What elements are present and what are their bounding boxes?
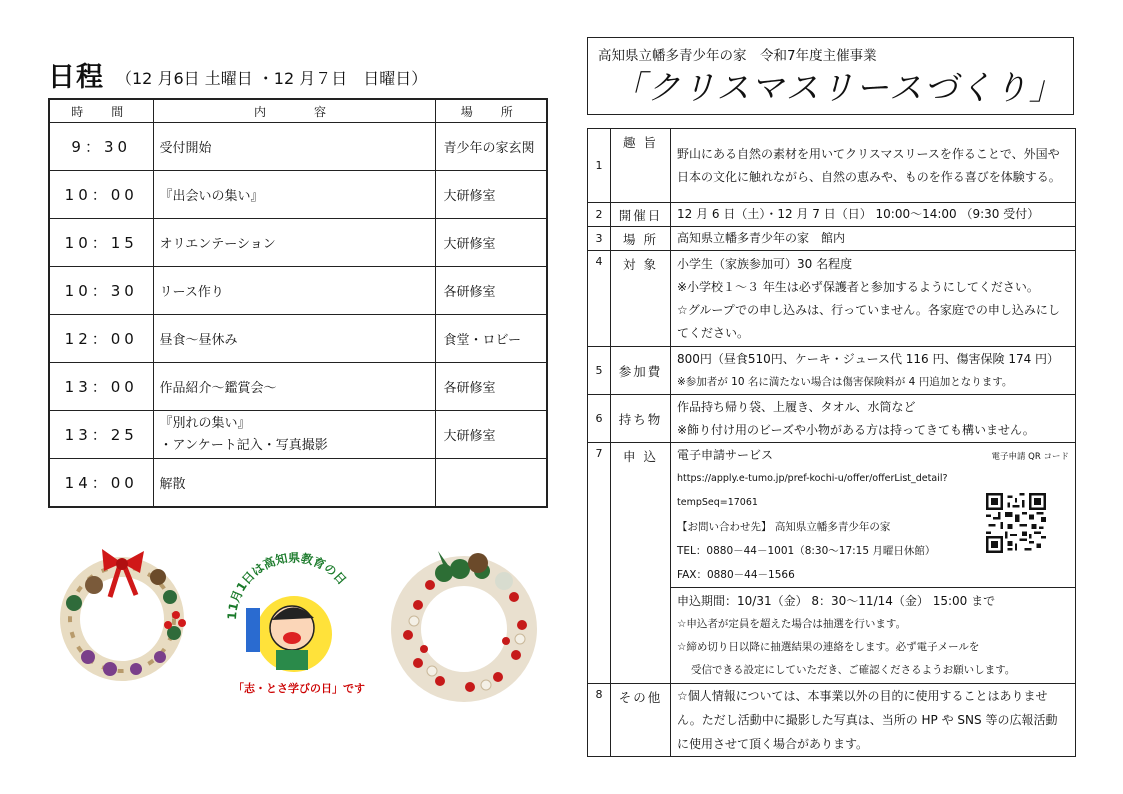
row-content: 『出会いの集い』 bbox=[153, 171, 435, 219]
row-place: 各研修室 bbox=[435, 363, 547, 411]
row-number: 2 bbox=[588, 203, 611, 227]
row-place bbox=[435, 459, 547, 508]
table-row bbox=[49, 315, 547, 363]
row-label: 持ち物 bbox=[611, 395, 671, 443]
row-label: 開催日 bbox=[611, 203, 671, 227]
header-time: 時 間 bbox=[49, 99, 153, 123]
table-row bbox=[49, 411, 547, 459]
row-number: 8 bbox=[588, 684, 611, 757]
contact-title: 【お問い合わせ先】 高知県立幡多青少年の家 bbox=[677, 521, 891, 533]
fee-note: ※参加者が 10 名に満たない場合は傷害保険料が 4 円追加となります。 bbox=[677, 375, 1013, 388]
row-content: 昼食～昼休み bbox=[153, 315, 435, 363]
apply-note: ☆締め切り日以降に抽選結果の連絡をします。必ず電子メールを bbox=[677, 640, 980, 653]
belongings-note: ※飾り付け用のビーズや小物がある方は持ってきても構いません。 bbox=[677, 422, 1035, 437]
row-number: 7 bbox=[588, 443, 611, 684]
mascot-image bbox=[222, 550, 362, 680]
row-time: 13：25 bbox=[49, 411, 153, 459]
row-time: 14：00 bbox=[49, 459, 153, 508]
row-number: 4 bbox=[588, 251, 611, 347]
mascot-arc-text: 11月1日は高知県教育の日 bbox=[224, 550, 350, 621]
header-place: 場 所 bbox=[435, 99, 547, 123]
qr-code-label: 電子申請 QR コード bbox=[991, 452, 1069, 462]
row-label: 申 込 bbox=[611, 443, 671, 684]
info-row-fee bbox=[588, 347, 1076, 395]
table-row bbox=[49, 171, 547, 219]
event-title: 「クリスマスリースづくり」 bbox=[612, 68, 1065, 107]
row-number: 6 bbox=[588, 395, 611, 443]
table-row bbox=[49, 459, 547, 508]
info-row-belongings bbox=[588, 395, 1076, 443]
qr-code-image[interactable] bbox=[986, 493, 1046, 553]
event-organizer: 高知県立幡多青少年の家 令和7年度主催事業 bbox=[598, 48, 877, 64]
contact-tel: TEL：0880－44－1001（8:30～17:15 月曜日休館） bbox=[677, 545, 936, 557]
row-label: 趣 旨 bbox=[611, 129, 671, 203]
schedule-header-row bbox=[49, 99, 547, 123]
wreath-left-image bbox=[50, 545, 198, 685]
row-label: その他 bbox=[611, 684, 671, 757]
row-content-line2: ・アンケート記入・写真撮影 bbox=[159, 437, 328, 453]
schedule-dates: （12 月6日 土曜日 ・12 月７日 日曜日） bbox=[116, 69, 428, 88]
belongings-line: 作品持ち帰り袋、上履き、タオル、水筒など bbox=[677, 399, 916, 414]
row-time: 13：00 bbox=[49, 363, 153, 411]
apply-note: ☆申込者が定員を超えた場合は抽選を行います。 bbox=[677, 617, 907, 630]
row-content bbox=[153, 411, 435, 459]
row-content: オリエンテーション bbox=[153, 219, 435, 267]
row-content bbox=[671, 588, 1076, 684]
apply-note: 受信できる設定にしていただき、ご確認くださるようお願いします。 bbox=[691, 663, 1016, 676]
table-row bbox=[49, 219, 547, 267]
row-number: 3 bbox=[588, 227, 611, 251]
row-number: 1 bbox=[588, 129, 611, 203]
info-row-date bbox=[588, 203, 1076, 227]
table-row bbox=[49, 123, 547, 171]
wreath-right-image bbox=[378, 545, 550, 705]
mascot-caption: 「志・とさ学びの日」です bbox=[233, 682, 365, 695]
row-label: 場 所 bbox=[611, 227, 671, 251]
fee-line: 800円（昼食510円、ケーキ・ジュース代 116 円、傷害保険 174 円） bbox=[677, 351, 1060, 366]
info-row-other bbox=[588, 684, 1076, 757]
header-content: 内 容 bbox=[153, 99, 435, 123]
row-place: 大研修室 bbox=[435, 411, 547, 459]
row-content: 野山にある自然の素材を用いてクリスマスリースを作ることで、外国や日本の文化に触れながら、自然の恵みや、ものを作る喜びを体験する。 bbox=[671, 129, 1076, 203]
event-info-table bbox=[587, 128, 1076, 757]
row-time: 9：30 bbox=[49, 123, 153, 171]
row-place: 大研修室 bbox=[435, 171, 547, 219]
row-place: 各研修室 bbox=[435, 267, 547, 315]
table-row bbox=[49, 267, 547, 315]
row-place: 大研修室 bbox=[435, 219, 547, 267]
row-content-line1: 『別れの集い』 bbox=[159, 415, 251, 431]
row-content: 解散 bbox=[153, 459, 435, 508]
row-content bbox=[671, 347, 1076, 395]
table-row bbox=[49, 363, 547, 411]
row-content: 作品紹介～鑑賞会～ bbox=[153, 363, 435, 411]
info-row-place bbox=[588, 227, 1076, 251]
row-content: リース作り bbox=[153, 267, 435, 315]
row-time: 10：15 bbox=[49, 219, 153, 267]
apply-service: 電子申請サービス bbox=[677, 448, 774, 462]
row-content bbox=[671, 251, 1076, 347]
row-content: ☆個人情報については、本事業以外の目的に使用することはありません。ただし活動中に撮影した写真は、当所の HP や SNS 等の広報活動に使用させて頂く場合があります。 bbox=[671, 684, 1076, 757]
row-content bbox=[671, 395, 1076, 443]
schedule-table bbox=[48, 98, 548, 508]
target-note: ☆グループでの申し込みは、行っていません。各家庭での申し込みにしてください。 bbox=[677, 302, 1060, 340]
row-label: 対 象 bbox=[611, 251, 671, 347]
info-row-target bbox=[588, 251, 1076, 347]
target-line: 小学生（家族参加可）30 名程度 bbox=[677, 256, 853, 271]
row-time: 12：00 bbox=[49, 315, 153, 363]
row-label: 参加費 bbox=[611, 347, 671, 395]
row-time: 10：30 bbox=[49, 267, 153, 315]
row-content: 12 月 6 日（土）・12 月 7 日（日） 10:00～14:00 （9:30 受付） bbox=[671, 203, 1076, 227]
row-content: 高知県立幡多青少年の家 館内 bbox=[671, 227, 1076, 251]
row-number: 5 bbox=[588, 347, 611, 395]
contact-fax: FAX：0880－44－1566 bbox=[677, 569, 795, 581]
row-content: 受付開始 bbox=[153, 123, 435, 171]
row-place: 食堂・ロビー bbox=[435, 315, 547, 363]
apply-url[interactable]: https://apply.e-tumo.jp/pref-kochi-u/offer/offerList_detail?tempSeq=17061 bbox=[677, 473, 948, 508]
apply-period: 申込期間：10/31（金） 8：30～11/14（金） 15:00 まで bbox=[677, 593, 996, 608]
target-note: ※小学校１～３ 年生は必ず保護者と参加するようにしてください。 bbox=[677, 279, 1039, 294]
row-time: 10：00 bbox=[49, 171, 153, 219]
row-place: 青少年の家玄関 bbox=[435, 123, 547, 171]
schedule-title: 日程 bbox=[48, 62, 104, 93]
info-row-purpose bbox=[588, 129, 1076, 203]
